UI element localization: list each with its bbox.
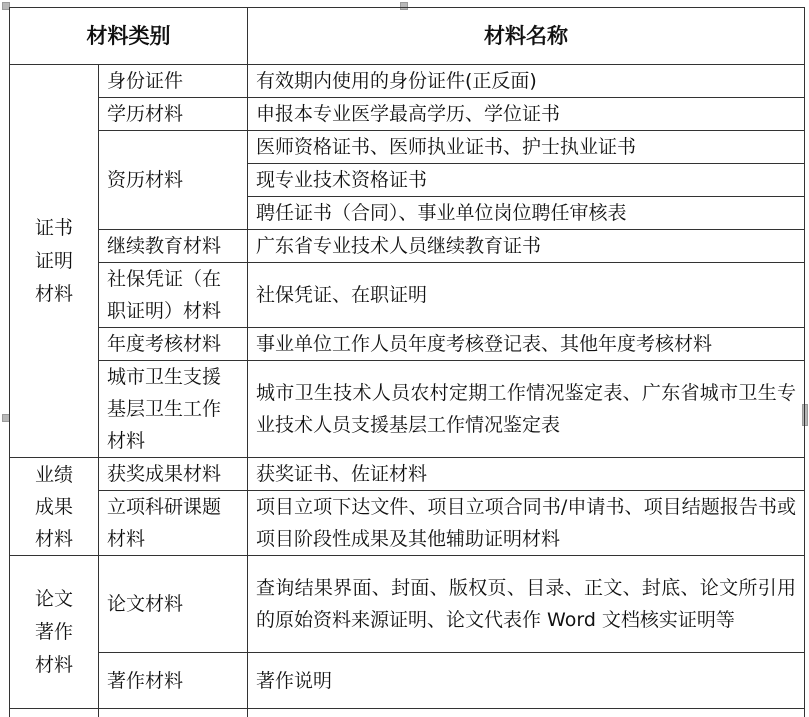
group-label: 证书证明材料 (34, 216, 73, 305)
material-name-cell: 城市卫生技术人员农村定期工作情况鉴定表、广东省城市卫生专业技术人员支援基层工作情况鉴定表 (248, 361, 805, 458)
subcategory-cell: 论文材料 (99, 556, 248, 653)
table-row (10, 556, 805, 653)
subcategory-cell: 继续教育材料 (99, 230, 248, 263)
material-name-cell: 有效期内使用的身份证件(正反面) (248, 65, 805, 98)
table-row (10, 98, 805, 131)
material-name-cell: 申报本专业医学最高学历、学位证书 (248, 98, 805, 131)
group-cell (10, 65, 99, 458)
group-label: 业绩成果材料 (34, 463, 73, 550)
material-name-cell: 获奖证书、佐证材料 (248, 458, 805, 491)
subcategory-cell: 立项科研课题材料 (99, 491, 248, 556)
table-header-row (10, 8, 805, 65)
table-row (10, 361, 805, 458)
material-name-cell: 社保凭证、在职证明 (248, 263, 805, 328)
subcategory-cell: 年度考核材料 (99, 328, 248, 361)
group-cell (10, 458, 99, 556)
table-row (10, 653, 805, 709)
material-name-cell: 著作说明 (248, 653, 805, 709)
table-row (10, 458, 805, 491)
table-row (10, 328, 805, 361)
material-name-cell: 查询结果界面、封面、版权页、目录、正文、封底、论文所引用的原始资料来源证明、论文代表作 Word 文档核实证明等 (248, 556, 805, 653)
materials-table (9, 7, 805, 717)
table-row (10, 65, 805, 98)
table-row (10, 230, 805, 263)
material-name-cell: 事业单位工作人员年度考核登记表、其他年度考核材料 (248, 328, 805, 361)
subcategory-cell: 学历材料 (99, 98, 248, 131)
material-name-cell: 聘任证书（合同）、事业单位岗位聘任审核表 (248, 197, 805, 230)
header-name: 材料名称 (248, 8, 805, 65)
subcategory-cell: 资历材料 (99, 131, 248, 230)
table-row (10, 131, 805, 164)
group-label: 论文著作材料 (34, 587, 73, 676)
subcategory-cell: 获奖成果材料 (99, 458, 248, 491)
subcategory-cell: 身份证件 (99, 65, 248, 98)
material-name-cell: 医师资格证书、医师执业证书、护士执业证书 (248, 131, 805, 164)
table-row (10, 263, 805, 328)
subcategory-cell: 著作材料 (99, 653, 248, 709)
subcategory-cell: 社保凭证（在职证明）材料 (99, 263, 248, 328)
header-category: 材料类别 (10, 8, 248, 65)
table-row (10, 491, 805, 556)
material-name-cell: 现专业技术资格证书 (248, 164, 805, 197)
material-name-cell: 广东省专业技术人员继续教育证书 (248, 230, 805, 263)
group-cell (10, 556, 99, 709)
material-name-cell: 项目立项下达文件、项目立项合同书/申请书、项目结题报告书或项目阶段性成果及其他辅助证明材料 (248, 491, 805, 556)
subcategory-cell: 城市卫生支援基层卫生工作材料 (99, 361, 248, 458)
